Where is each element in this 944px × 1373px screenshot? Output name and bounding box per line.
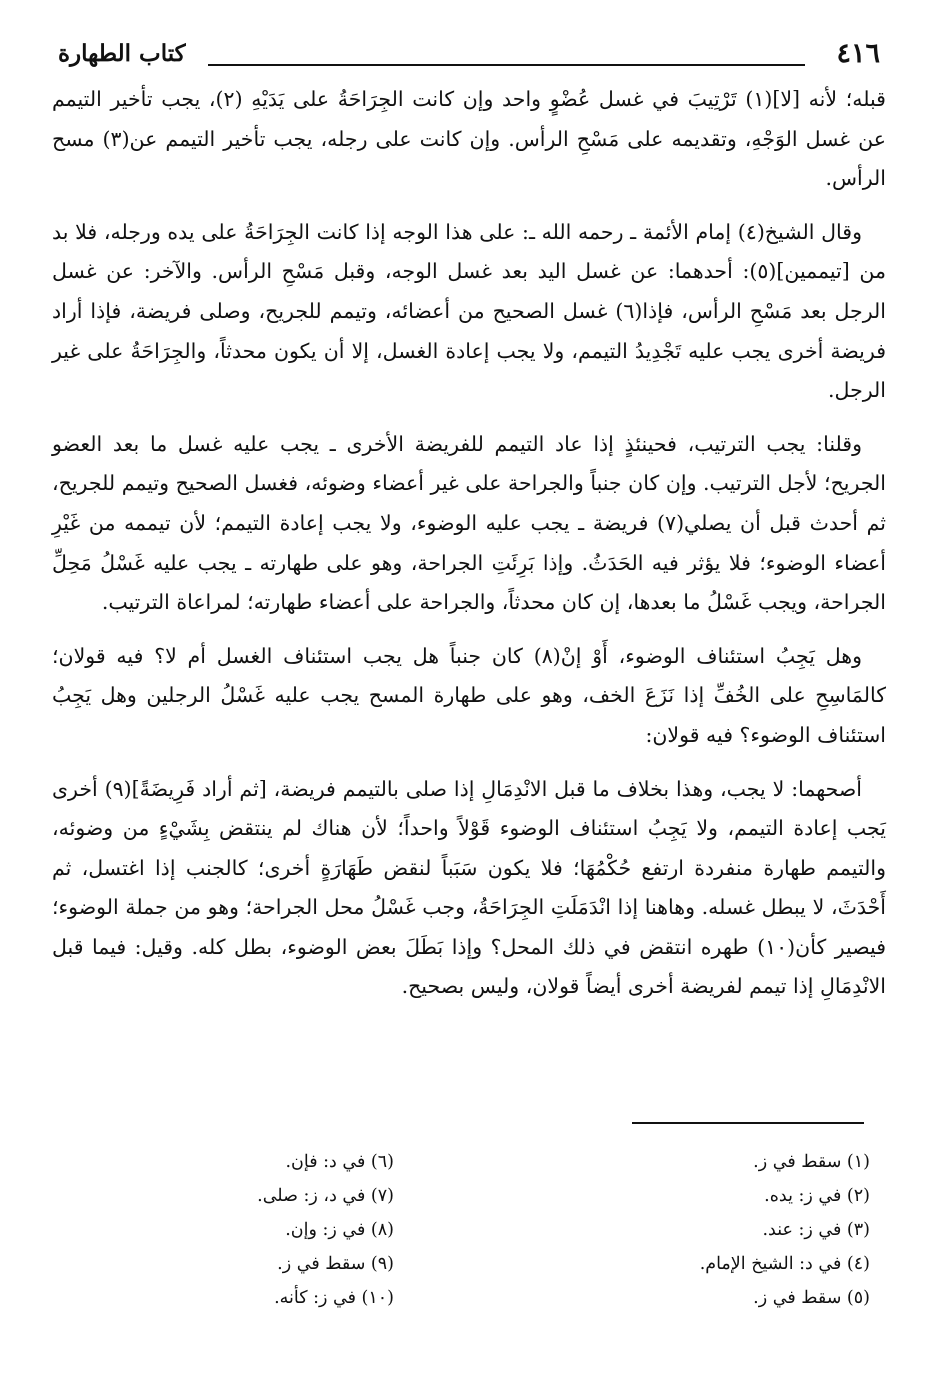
footnote: (٦) في د: فإن.	[285, 1152, 394, 1172]
paragraph: قبله؛ لأنه [لا](١) تَرْتِيبَ في غسل عُضْوٍ واحد وإن كانت الجِرَاحَةُ على يَدَيْهِ (٢)، يجب تأخير التيمم عن غسل الوَجْهِ، وتقديمه على مَسْحِ الرأس. وإن كانت على رجله، يجب تأخير التيمم عن(٣) مسح الرأس.	[52, 87, 887, 191]
main-text	[52, 80, 886, 1021]
footnote: (٣) في ز: عند.	[762, 1220, 870, 1240]
footnote: (٥) سقط في ز.	[753, 1288, 870, 1308]
footnote: (٨) في ز: وإن.	[285, 1220, 394, 1240]
page-number: ٤١٦	[836, 38, 880, 69]
footnotes-column-right	[570, 1145, 870, 1315]
footnote: (١٠) في ز: كأنه.	[274, 1288, 394, 1308]
footnote: (٩) سقط في ز.	[277, 1254, 394, 1274]
footnote: (٢) في ز: يده.	[764, 1186, 870, 1206]
paragraph: وقلنا: يجب الترتيب، فحينئذٍ إذا عاد التيمم للفريضة الأخرى ـ يجب عليه غسل ما بعد العضو الجريح؛ لأجل الترتيب. وإن كان جنباً والجراحة على غير أعضاء وضوئه، فغسل الصحيح وتيمم للجريح، ثم أحدث قبل أن يصلي(٧) فريضة ـ يجب عليه الوضوء، ولا يجب إعادة التيمم؛ لأن تيممه من غَيْرِ أعضاء الوضوء؛ فلا يؤثر فيه الحَدَثُ. وإذا بَرِئَتِ الجراحة، وهو على طهارته ـ يجب عليه غَسْلُ مَحِلِّ الجراحة، ويجب غَسْلُ ما بعدها، إن كان محدثاً، والجراحة على أعضاء طهارته؛ لمراعاة الترتيب.	[52, 431, 886, 615]
paragraph: أصحهما: لا يجب، وهذا بخلاف ما قبل الانْدِمَالِ إذا صلى بالتيمم فريضة، [ثم أراد فَرِيضَةً](٩) أخرى يَجب إعادة التيمم، ولا يَجِبُ استئناف الوضوء قَوْلاً واحداً؛ لأن هناك لم ينتقض بِشَيْءٍ من وضوئه، والتيمم طهارة منفردة ارتفع حُكْمُهَا؛ فلا يكون سَبَباً لنقض طَهَارَةٍ أخرى؛ كالجنب إذا اغتسل، ثم أَحْدَثَ، لا يبطل غسله. وهاهنا إذا انْدَمَلَتِ الجِرَاحَةُ، وجب غَسْلُ محل الجراحة؛ وهو من جملة الوضوء؛ فيصير كأن(١٠) طهره انتقض في ذلك المحل؟ وإذا بَطَلَ بعض الوضوء، بطل كله. وقيل: فيما قبل الانْدِمَالِ إذا تيمم لفريضة أخرى أيضاً قولان، وليس بصحيح.	[52, 776, 886, 999]
header-rule	[208, 64, 805, 66]
footnotes	[60, 1145, 870, 1325]
footnote: (٧) في د، ز: صلى.	[257, 1186, 394, 1206]
footnote: (٤) في د: الشيخ الإمام.	[699, 1254, 870, 1274]
footnote-separator	[632, 1122, 864, 1124]
paragraph: وهل يَجِبُ استئناف الوضوء، أَوْ إنْ(٨) كان جنباً هل يجب استئناف الغسل أم لا؟ فيه قولان؛ كالمَاسِحِ على الخُفِّ إذا نَزَعَ الخف، وهو على طهارة المسح يجب عليه غَسْلُ الرجلين وهل يَجِبُ استئناف الوضوء؟ فيه قولان:	[52, 643, 886, 747]
running-title: كتاب الطهارة	[58, 40, 186, 67]
footnotes-column-left	[94, 1145, 394, 1315]
page-header	[58, 34, 880, 74]
paragraph: وقال الشيخ(٤) إمام الأئمة ـ رحمه الله ـ: على هذا الوجه إذا كانت الجِرَاحَةُ على يده ورجله، فلا بد من [تيممين](٥): أحدهما: عن غسل اليد بعد غسل الوجه، وقبل مَسْحِ الرأس. والآخر: عن غسل الرجل بعد مَسْحِ الرأس، فإذا(٦) غسل الصحيح من أعضائه، وتيمم للجريح، وصلى فريضة، فإذا أراد فريضة أخرى يجب عليه تَجْدِيدُ التيمم، ولا يجب إعادة الغسل، إلا أن يكون محدثاً، والجِرَاحَةُ على غير الرجل.	[52, 219, 887, 403]
footnote: (١) سقط في ز.	[753, 1152, 870, 1172]
